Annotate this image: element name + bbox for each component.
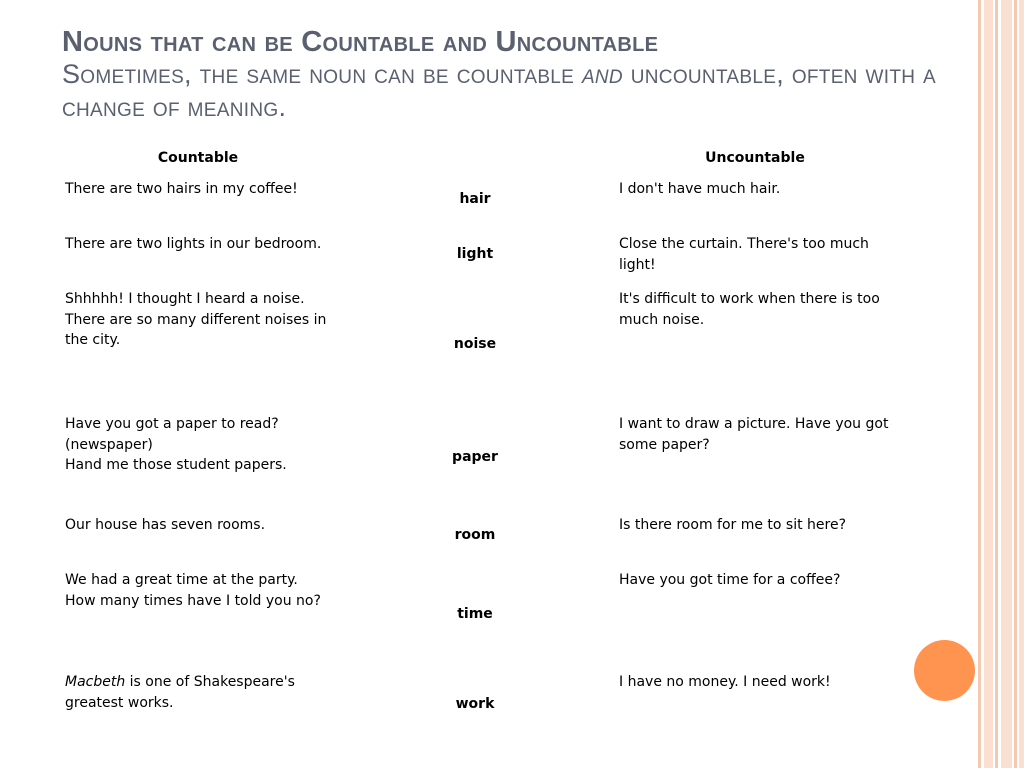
countable-example (65, 672, 331, 713)
countable-example-cell (58, 282, 338, 407)
noun-cell: hair (459, 191, 491, 208)
countable-example: There are so many different noises in the city. (65, 311, 327, 348)
uncountable-example: Is there room for me to sit here? (619, 517, 847, 533)
noun-cell: work (455, 695, 495, 712)
table-row (58, 172, 898, 227)
uncountable-example: Have you got time for a coffee? (619, 572, 841, 588)
uncountable-example-cell (612, 282, 898, 407)
decorative-stripe (1014, 0, 1017, 768)
header-countable: Countable (157, 150, 239, 166)
countable-example: Have you got a paper to read? (newspaper) (65, 416, 279, 453)
uncountable-example: I have no money. I need work! (619, 674, 831, 690)
table-row (58, 563, 898, 665)
countable-example: Shhhhh! I thought I heard a noise. (65, 291, 305, 307)
countable-example-rest: is one of Shakespeare's greatest works. (65, 674, 295, 711)
decorative-stripe (1019, 0, 1024, 768)
subtitle-text-end: uncountable, often with a change of meaning. (62, 59, 937, 122)
uncountable-example: I don't have much hair. (619, 181, 781, 197)
table-row (58, 508, 898, 563)
countable-example-cell (58, 563, 338, 665)
noun-cell: noise (453, 336, 497, 353)
decorative-stripe (984, 0, 993, 768)
uncountable-example: I want to draw a picture. Have you got some paper? (619, 416, 889, 453)
subtitle-text-start: Sometimes, the same noun can be countable (62, 59, 582, 89)
uncountable-example-cell (612, 508, 898, 563)
italic-title: Macbeth (65, 674, 126, 690)
header-uncountable: Uncountable (705, 150, 805, 166)
title-block (62, 26, 942, 124)
uncountable-example-cell (612, 407, 898, 508)
slide-subtitle (62, 58, 942, 124)
slide-title: Nouns that can be Countable and Uncountable (62, 26, 659, 58)
nouns-table (58, 144, 898, 743)
uncountable-example-cell (612, 665, 898, 743)
header-noun (338, 144, 612, 172)
countable-example-cell (58, 665, 338, 743)
uncountable-example-cell (612, 172, 898, 227)
decorative-stripe (978, 0, 981, 768)
countable-example: How many times have I told you no? (65, 592, 321, 609)
countable-example-cell (58, 407, 338, 508)
uncountable-example: It's difficult to work when there is too much noise. (619, 291, 880, 328)
noun-cell: light (456, 246, 494, 263)
table-row (58, 227, 898, 282)
table-row (58, 282, 898, 407)
noun-cell: time (457, 605, 493, 622)
decorative-stripe (995, 0, 998, 768)
decorative-circle (914, 640, 975, 701)
noun-cell: room (454, 527, 496, 544)
uncountable-example-cell (612, 227, 898, 282)
countable-example-cell (58, 227, 338, 282)
subtitle-emphasis: and (581, 59, 623, 89)
table-row (58, 665, 898, 743)
countable-example: There are two lights in our bedroom. (65, 236, 322, 252)
decorative-stripe (1001, 0, 1012, 768)
countable-example-cell (58, 508, 338, 563)
countable-example: There are two hairs in my coffee! (65, 181, 298, 197)
countable-example: Our house has seven rooms. (65, 517, 266, 533)
countable-example: Hand me those student papers. (65, 457, 287, 473)
noun-cell: paper (452, 449, 498, 466)
uncountable-example: Close the curtain. There's too much light! (619, 236, 869, 273)
table-row (58, 407, 898, 508)
countable-example: We had a great time at the party. (65, 572, 298, 588)
uncountable-example-cell (612, 563, 898, 665)
countable-example-cell (58, 172, 338, 227)
table-header-row (58, 144, 898, 172)
